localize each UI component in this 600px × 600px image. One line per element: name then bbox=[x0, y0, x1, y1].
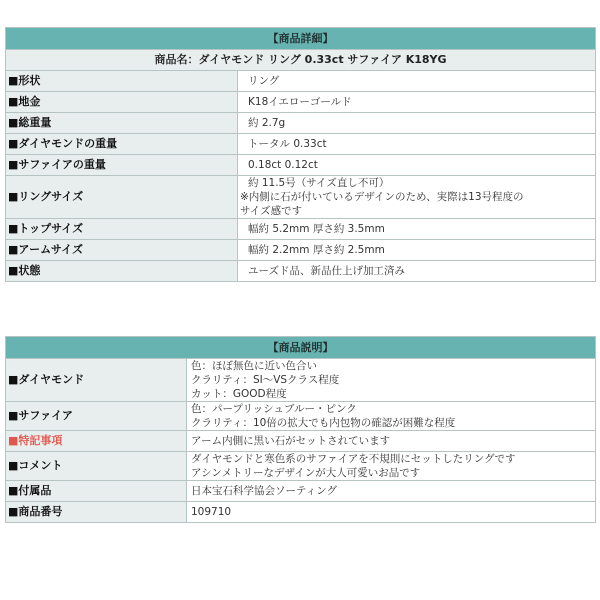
detail-value-line: 0.18ct 0.12ct bbox=[248, 159, 318, 171]
detail-row bbox=[6, 92, 596, 113]
product-name: 商品名：ダイヤモンド リング 0.33ct サファイア K18YG bbox=[6, 50, 596, 71]
description-row-value bbox=[187, 431, 596, 452]
detail-row-value bbox=[238, 92, 596, 113]
detail-row bbox=[6, 113, 596, 134]
description-row-label: ■商品番号 bbox=[6, 502, 187, 523]
description-value-line: アシンメトリーなデザインが大人可愛いお品です bbox=[191, 467, 421, 479]
description-value-line: 日本宝石科学協会ソーティング bbox=[191, 485, 337, 497]
description-row-value bbox=[187, 359, 596, 402]
detail-row-label: ■サファイアの重量 bbox=[6, 155, 238, 176]
detail-row-value bbox=[238, 261, 596, 282]
description-row-value bbox=[187, 402, 596, 431]
description-row-value bbox=[187, 502, 596, 523]
detail-row bbox=[6, 240, 596, 261]
description-row-label: ■付属品 bbox=[6, 481, 187, 502]
detail-row-label: ■地金 bbox=[6, 92, 238, 113]
detail-row-value bbox=[238, 240, 596, 261]
description-row bbox=[6, 452, 596, 481]
description-value-line: クラリティ：SI～VSクラス程度 bbox=[191, 374, 340, 386]
detail-row bbox=[6, 134, 596, 155]
description-row-value bbox=[187, 481, 596, 502]
detail-value-line: リング bbox=[248, 75, 280, 87]
description-value-line: 色：パープリッシュブルー・ピンク bbox=[191, 403, 357, 415]
detail-row-value bbox=[238, 134, 596, 155]
description-row-label: ■サファイア bbox=[6, 402, 187, 431]
detail-row-value bbox=[238, 176, 596, 219]
detail-value-line: サイズ感です bbox=[240, 205, 303, 217]
detail-row-value bbox=[238, 71, 596, 92]
detail-row-value bbox=[238, 113, 596, 134]
detail-value-line: 幅約 2.2mm 厚さ約 2.5mm bbox=[248, 244, 385, 256]
description-row bbox=[6, 481, 596, 502]
description-row-label: ■特記事項 bbox=[6, 431, 187, 452]
description-value-line: ダイヤモンドと寒色系のサファイアを不規則にセットしたリングです bbox=[191, 453, 516, 465]
description-value-line: カット：GOOD程度 bbox=[191, 388, 287, 400]
description-row-value bbox=[187, 452, 596, 481]
description-header: 【商品説明】 bbox=[6, 337, 596, 359]
description-value-line: アーム内側に黒い石がセットされています bbox=[191, 435, 391, 447]
description-row-label: ■コメント bbox=[6, 452, 187, 481]
product-description-table bbox=[5, 336, 596, 523]
detail-row bbox=[6, 176, 596, 219]
detail-value-line: 約 11.5号（サイズ直し不可） bbox=[248, 177, 390, 189]
description-row-label: ■ダイヤモンド bbox=[6, 359, 187, 402]
detail-value-line: 約 2.7g bbox=[248, 117, 286, 129]
detail-row bbox=[6, 261, 596, 282]
detail-value-line: 幅約 5.2mm 厚さ約 3.5mm bbox=[248, 223, 385, 235]
detail-header: 【商品詳細】 bbox=[6, 28, 596, 50]
detail-value-line: ユーズド品、新品仕上げ加工済み bbox=[248, 265, 405, 277]
description-value-line: 色：ほぼ無色に近い色合い bbox=[191, 360, 317, 372]
detail-row bbox=[6, 219, 596, 240]
detail-row-value bbox=[238, 155, 596, 176]
detail-row-label: ■ダイヤモンドの重量 bbox=[6, 134, 238, 155]
description-row bbox=[6, 359, 596, 402]
detail-row-value bbox=[238, 219, 596, 240]
detail-value-line: K18イエローゴールド bbox=[248, 96, 352, 108]
product-detail-table bbox=[5, 27, 596, 282]
description-row bbox=[6, 431, 596, 452]
description-value-line: 109710 bbox=[191, 506, 232, 518]
detail-row bbox=[6, 71, 596, 92]
detail-row-label: ■形状 bbox=[6, 71, 238, 92]
detail-row-label: ■総重量 bbox=[6, 113, 238, 134]
detail-row-label: ■アームサイズ bbox=[6, 240, 238, 261]
description-row bbox=[6, 502, 596, 523]
detail-row-label: ■状態 bbox=[6, 261, 238, 282]
detail-row-label: ■トップサイズ bbox=[6, 219, 238, 240]
description-value-line: クラリティ：10倍の拡大でも内包物の確認が困難な程度 bbox=[191, 417, 456, 429]
detail-row-label: ■リングサイズ bbox=[6, 176, 238, 219]
description-row bbox=[6, 402, 596, 431]
detail-value-line: トータル 0.33ct bbox=[248, 138, 327, 150]
detail-row bbox=[6, 155, 596, 176]
detail-value-line: ※内側に石が付いているデザインのため、実際は13号程度の bbox=[240, 191, 524, 203]
